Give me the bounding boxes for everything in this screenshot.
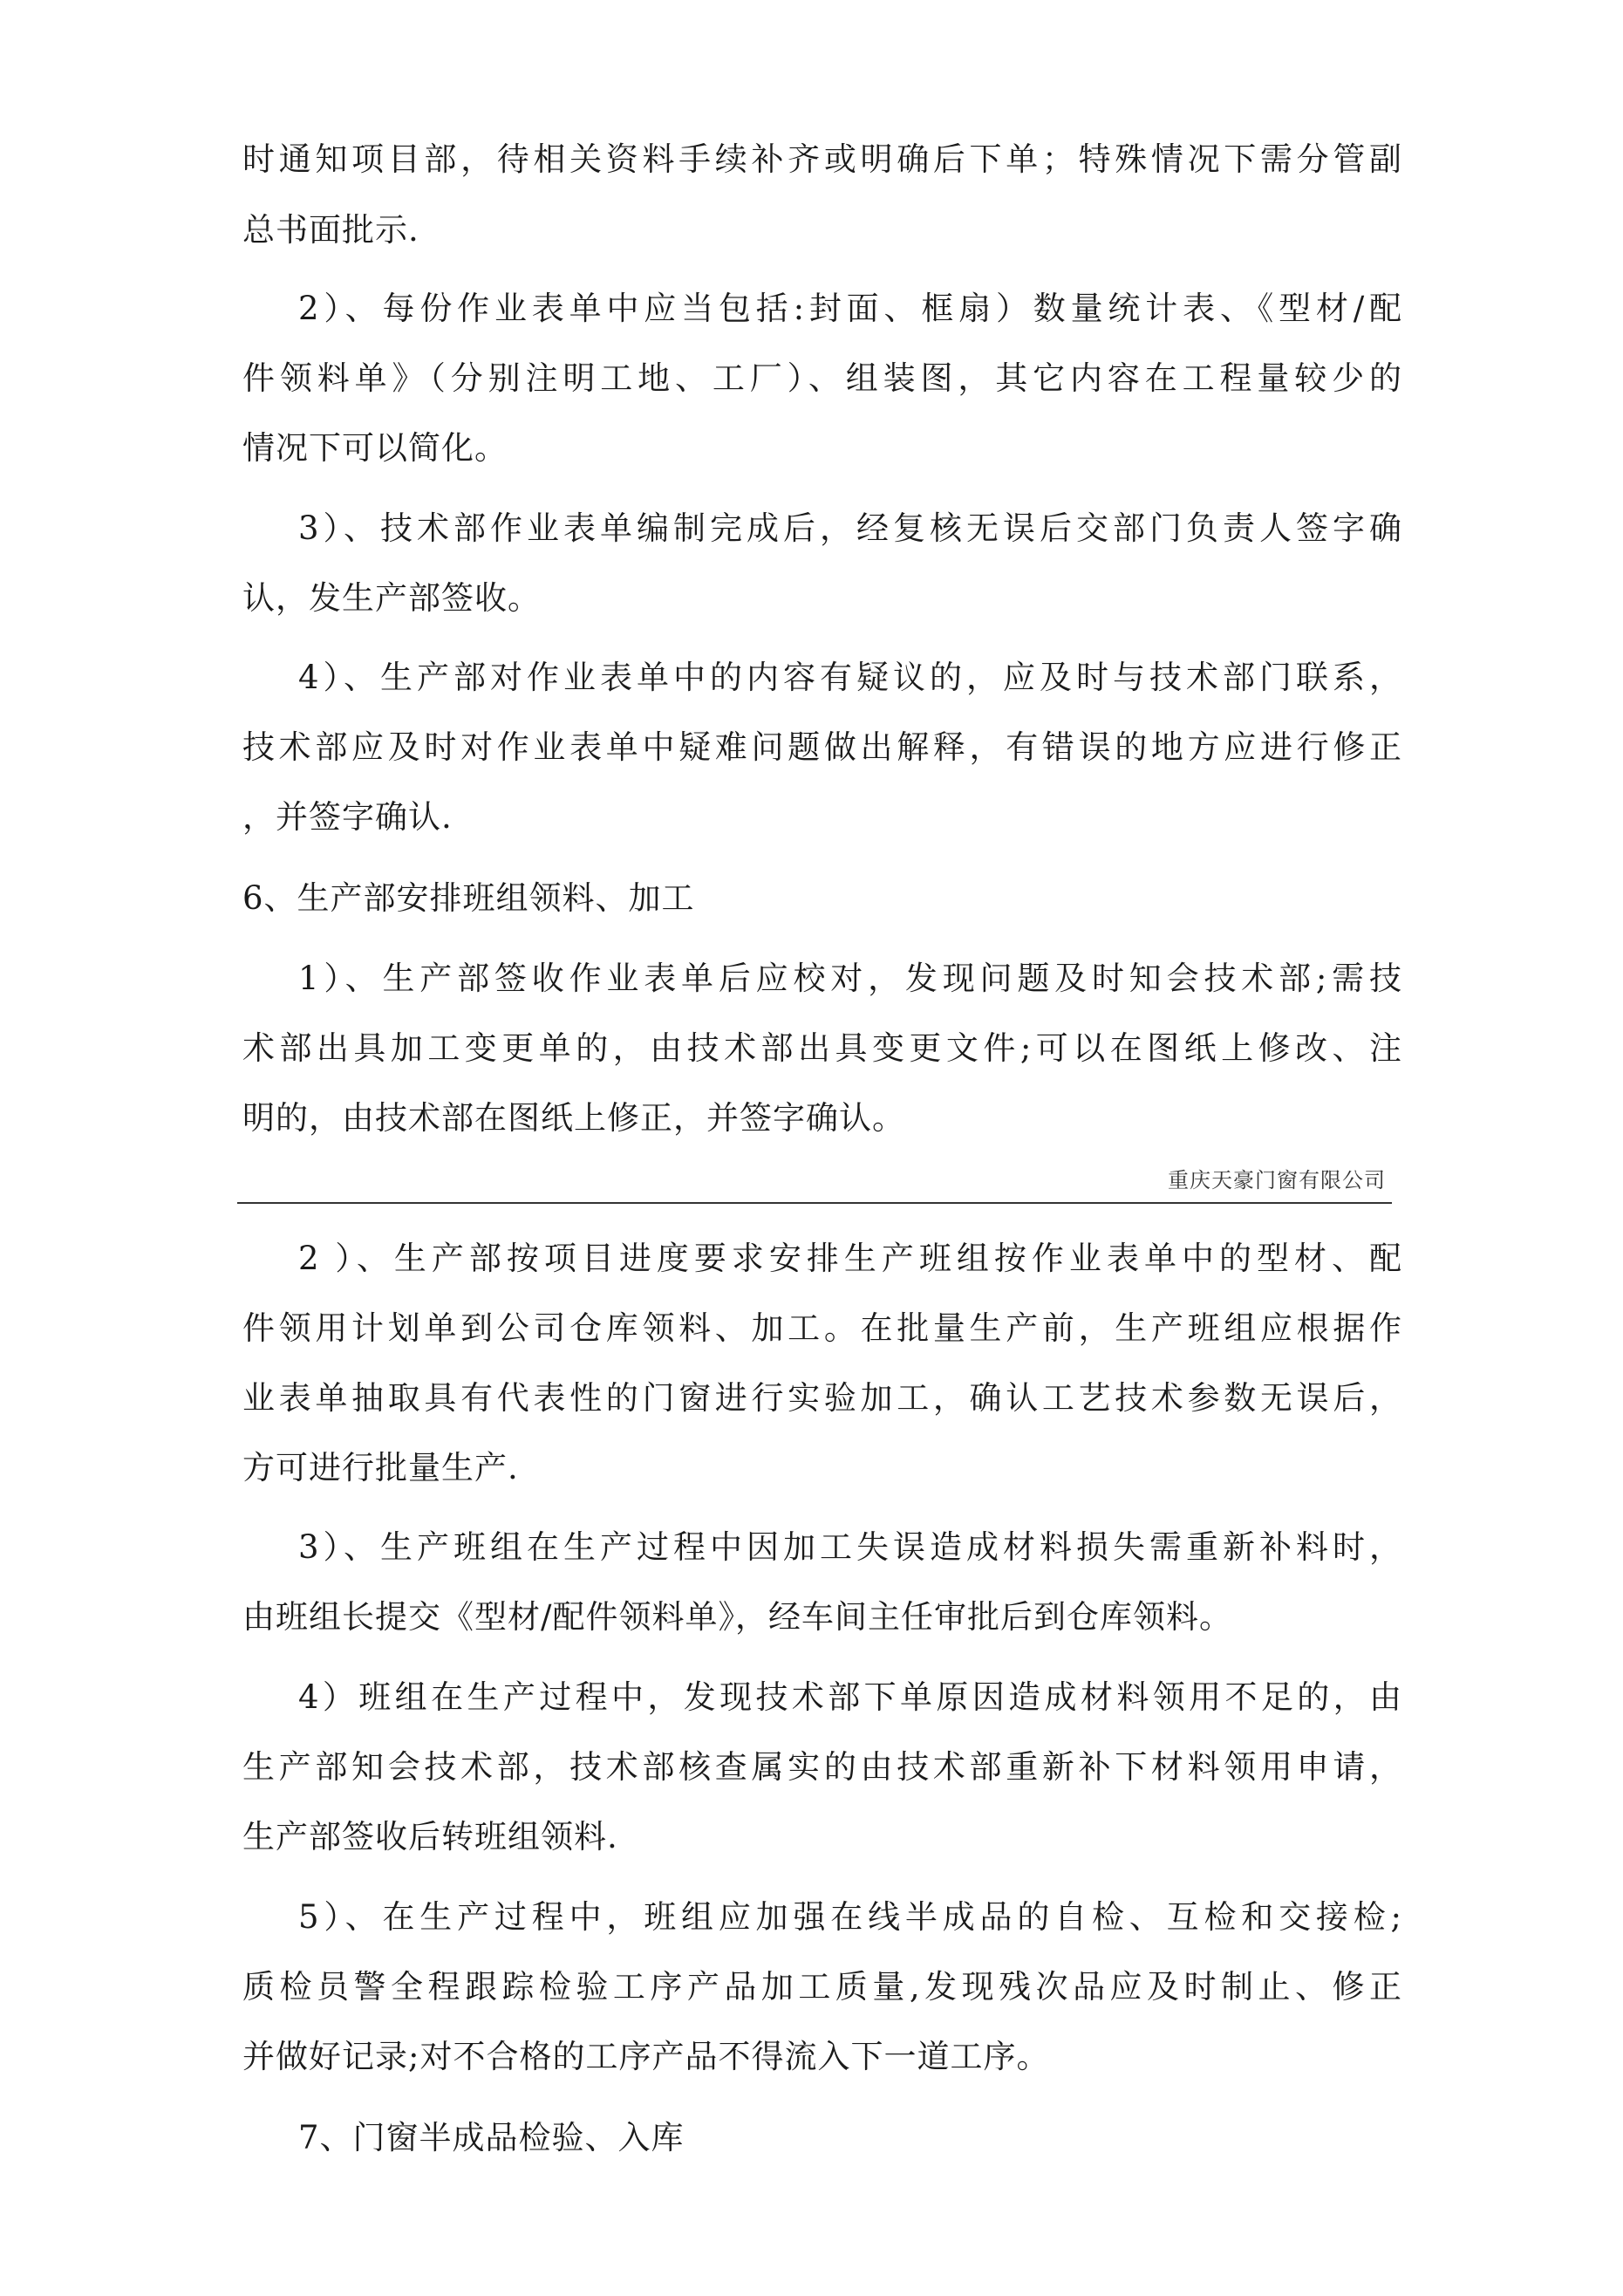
text-line: 3）、生产班组在生产过程中因加工失误造成材料损失需重新补料时，	[298, 1528, 1402, 1566]
text-line: 件领料单》（分别注明工地、工厂）、组装图，其它内容在工程量较少的	[242, 359, 1402, 397]
text-line: 由班组长提交《型材/配件领料单》，经车间主任审批后到仓库领料。	[242, 1598, 1232, 1636]
text-line: 明的，由技术部在图纸上修正，并签字确认。	[242, 1099, 905, 1137]
text-line: 总书面批示.	[242, 211, 419, 249]
text-line: 业表单抽取具有代表性的门窗进行实验加工，确认工艺技术参数无误后，	[242, 1379, 1402, 1417]
text-line: 认，发生产部签收。	[242, 579, 541, 617]
text-line: 3）、技术部作业表单编制完成后，经复核无误后交部门负责人签字确	[298, 509, 1402, 547]
text-line: 并做好记录;对不合格的工序产品不得流入下一道工序。	[242, 2038, 1050, 2075]
text-line: 4）班组在生产过程中，发现技术部下单原因造成材料领用不足的，由	[298, 1678, 1402, 1716]
text-line: 方可进行批量生产.	[242, 1449, 519, 1486]
text-line: 4）、生产部对作业表单中的内容有疑议的，应及时与技术部门联系，	[298, 659, 1402, 696]
text-line: 生产部签收后转班组领料.	[242, 1818, 618, 1855]
section-heading-7: 7、门窗半成品检验、入库	[298, 2119, 685, 2156]
text-line: 1）、生产部签收作业表单后应校对，发现问题及时知会技术部;需技	[298, 960, 1402, 997]
text-line: 术部出具加工变更单的，由技术部出具变更文件;可以在图纸上修改、注	[242, 1029, 1402, 1067]
text-line: 5）、在生产过程中，班组应加强在线半成品的自检、互检和交接检;	[298, 1898, 1402, 1936]
text-line: 时通知项目部，待相关资料手续补齐或明确后下单；特殊情况下需分管副	[242, 140, 1402, 178]
text-line: 情况下可以简化。	[242, 429, 508, 467]
text-line: 质检员警全程跟踪检验工序产品加工质量,发现残次品应及时制止、修正	[242, 1968, 1402, 2006]
text-line: 2）、每份作业表单中应当包括:封面、框扇）数量统计表、《型材/配	[298, 290, 1402, 327]
text-line: 技术部应及时对作业表单中疑难问题做出解释，有错误的地方应进行修正	[242, 728, 1402, 766]
company-footer: 重庆天豪门窗有限公司	[1168, 1168, 1386, 1192]
text-line: 生产部知会技术部，技术部核查属实的由技术部重新补下材料领用申请，	[242, 1748, 1402, 1786]
text-line: 件领用计划单到公司仓库领料、加工。在批量生产前，生产班组应根据作	[242, 1309, 1402, 1347]
text-line: ，并签字确认.	[242, 798, 453, 836]
text-line: 2 ）、生产部按项目进度要求安排生产班组按作业表单中的型材、配	[298, 1240, 1402, 1277]
page-divider	[237, 1202, 1392, 1204]
section-heading-6: 6、生产部安排班组领料、加工	[242, 879, 695, 917]
